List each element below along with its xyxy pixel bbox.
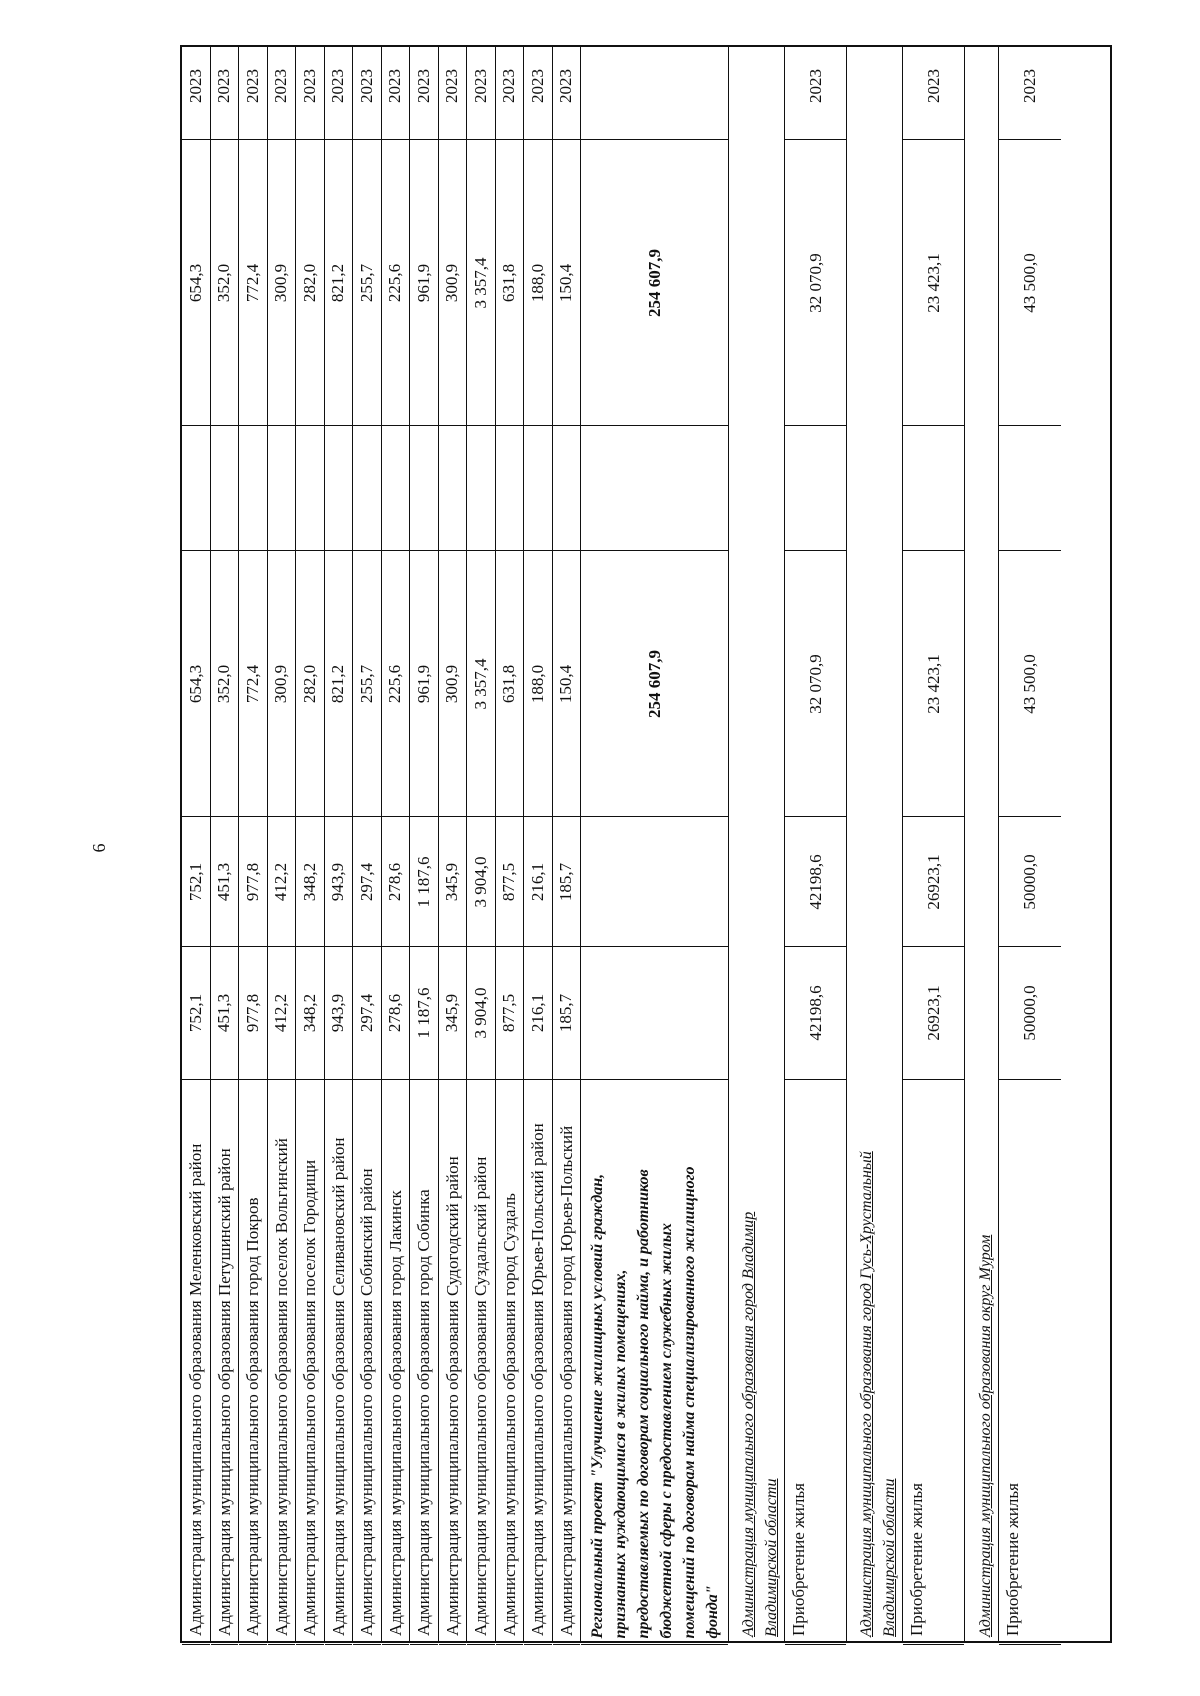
row-11-cell-v3 (496, 551, 524, 817)
row-2-cell-y2 (239, 0, 267, 32)
section-0-item-cell-v2 (785, 817, 846, 947)
section-1-item-cell-name (903, 1080, 964, 1645)
row-10-cell-v1 (467, 947, 495, 1080)
row-12-value-v1: 216,1 (527, 993, 547, 1033)
row-3-label: Администрация муниципального образования поселок Вольгинский (271, 1138, 291, 1636)
table-row (268, 47, 297, 1641)
section-0-item-value-v5: 32 070,9 (805, 252, 825, 313)
section-0-item-cell-v3 (785, 551, 846, 817)
section-1-item-value-v2: 26923,1 (923, 853, 943, 910)
row-0-cell-v5 (182, 140, 210, 426)
row-2-cell-v3 (239, 551, 267, 817)
regional-project-cell-y2 (581, 0, 728, 32)
table-row (496, 47, 525, 1641)
row-9-value-v5: 300,9 (442, 263, 462, 302)
section-item-row (903, 47, 965, 1641)
row-11-cell-v4 (496, 426, 524, 551)
section-1-item-cell-v1 (903, 947, 964, 1080)
row-10-value-v2: 3 904,0 (470, 856, 490, 907)
row-6-cell-v4 (353, 426, 381, 551)
row-2-value-v1: 977,8 (242, 993, 262, 1033)
row-6-value-v1: 297,4 (356, 993, 376, 1033)
section-1-item-value-v5: 23 423,1 (923, 252, 943, 313)
row-7-cell-v4 (382, 426, 410, 551)
section-2-item-value-v2: 50000,0 (1020, 853, 1039, 910)
row-8-cell-v1 (410, 947, 438, 1080)
row-5-value-y1: 2023 (328, 68, 348, 103)
row-0-value-v1: 752,1 (185, 993, 205, 1033)
section-0-item-cell-name (785, 1080, 846, 1645)
row-9-cell-v4 (439, 426, 467, 551)
row-9-cell-v5 (439, 140, 467, 426)
row-0-value-v2: 752,1 (185, 862, 205, 901)
row-1-cell-v2 (211, 817, 239, 947)
section-2-item-cell-v1 (999, 947, 1061, 1080)
section-1-item-value-v3: 23 423,1 (923, 653, 943, 714)
row-0-value-v5: 654,3 (185, 263, 205, 302)
row-0-cell-v3 (182, 551, 210, 817)
row-4-cell-y1 (296, 32, 324, 140)
row-9-label: Администрация муниципального образования Судогодский район (442, 1156, 462, 1636)
section-2-item-value-y1: 2023 (1020, 68, 1039, 103)
row-12-cell-name (524, 1080, 552, 1645)
section-1-item-value-v1: 26923,1 (923, 985, 943, 1041)
row-0-cell-v4 (182, 426, 210, 551)
row-13-cell-name (553, 1080, 581, 1645)
row-4-value-v2: 348,2 (299, 862, 319, 901)
section-0-item-value-y1: 2023 (805, 68, 825, 103)
row-4-cell-v5 (296, 140, 324, 426)
regional-project-title-line: фонда" (703, 1585, 721, 1639)
section-item-row (785, 47, 847, 1641)
table-row (296, 47, 325, 1641)
row-7-cell-y1 (382, 32, 410, 140)
section-2-item-cell-v2 (999, 817, 1061, 947)
section-1-item-cell-y2 (903, 0, 964, 32)
section-header-row (729, 47, 785, 1641)
row-11-value-v1: 877,5 (499, 993, 519, 1033)
row-12-value-v5: 188,0 (527, 263, 547, 302)
row-12-cell-v1 (524, 947, 552, 1080)
row-5-label: Администрация муниципального образования Селивановский район (328, 1137, 348, 1636)
row-0-cell-v1 (182, 947, 210, 1080)
section-0-item-cell-y2 (785, 0, 846, 32)
row-1-label: Администрация муниципального образования Петушинский район (214, 1148, 234, 1636)
regional-project-cell-v1 (581, 947, 728, 1080)
section-0-item-value-v3: 32 070,9 (805, 653, 825, 714)
section-1-item-cell-v5 (903, 140, 964, 426)
section-header-line: Администрация муниципального образования город Владимир (740, 1211, 757, 1637)
row-9-value-v1: 345,9 (442, 993, 462, 1033)
table-row (524, 47, 553, 1641)
row-2-value-v3: 772,4 (242, 664, 262, 703)
table-row (439, 47, 468, 1641)
row-10-cell-y2 (467, 0, 495, 32)
row-9-cell-v1 (439, 947, 467, 1080)
regional-project-title-line: признанных нуждающимися в жилых помещениях, (611, 1269, 629, 1639)
row-4-value-v3: 282,0 (299, 664, 319, 703)
row-6-cell-v1 (353, 947, 381, 1080)
row-10-cell-v3 (467, 551, 495, 817)
row-0-cell-y1 (182, 32, 210, 140)
table-row (325, 47, 354, 1641)
row-7-cell-v1 (382, 947, 410, 1080)
row-9-value-v3: 300,9 (442, 664, 462, 703)
section-2-item-cell-v5 (999, 140, 1061, 426)
section-header-cell (729, 47, 784, 1645)
section-1-item-cell-v3 (903, 551, 964, 817)
section-header-line: Администрация муниципального образования округ Муром (977, 1234, 994, 1637)
row-4-cell-v2 (296, 817, 324, 947)
row-8-value-y1: 2023 (413, 68, 433, 103)
row-12-value-v2: 216,1 (527, 862, 547, 901)
row-1-cell-v5 (211, 140, 239, 426)
row-7-cell-y2 (382, 0, 410, 32)
row-10-cell-v2 (467, 817, 495, 947)
row-12-value-v3: 188,0 (527, 664, 547, 703)
section-header-cell (965, 47, 998, 1645)
row-13-value-v1: 185,7 (556, 993, 576, 1033)
row-11-cell-v5 (496, 140, 524, 426)
regional-project-title-line: бюджетной сферы с предоставлением служебных жилых (657, 1223, 675, 1639)
row-3-cell-y2 (268, 0, 296, 32)
section-header-line: Администрация муниципального образования город Гусь-Хрустальный (858, 1151, 875, 1637)
table-row (553, 47, 582, 1641)
row-0-value-v3: 654,3 (185, 664, 205, 703)
row-8-cell-v5 (410, 140, 438, 426)
row-4-cell-y2 (296, 0, 324, 32)
data-table (180, 45, 1112, 1643)
row-1-cell-v3 (211, 551, 239, 817)
section-0-item-cell-v5 (785, 140, 846, 426)
section-2-item-value-v1: 50000,0 (1020, 985, 1039, 1041)
row-7-value-y1: 2023 (385, 68, 405, 103)
row-13-label: Администрация муниципального образования город Юрьев-Польский (556, 1125, 576, 1636)
row-8-cell-name (410, 1080, 438, 1645)
row-13-value-v3: 150,4 (556, 664, 576, 703)
row-0-label: Администрация муниципального образования Меленковский район (186, 1143, 205, 1636)
row-4-value-y1: 2023 (299, 68, 319, 103)
row-8-value-v2: 1 187,6 (413, 856, 433, 907)
table-row (410, 47, 439, 1641)
row-6-label: Администрация муниципального образования Собинский район (357, 1168, 376, 1636)
row-7-label: Администрация муниципального образования город Лакинск (385, 1190, 405, 1636)
row-1-cell-y1 (211, 32, 239, 140)
row-10-value-y1: 2023 (470, 68, 490, 103)
row-1-value-v1: 451,3 (214, 993, 234, 1033)
row-11-cell-y2 (496, 0, 524, 32)
row-12-cell-y1 (524, 32, 552, 140)
row-1-value-v3: 352,0 (214, 664, 234, 703)
section-2-item-value-v5: 43 500,0 (1020, 252, 1039, 313)
row-5-cell-y2 (325, 0, 353, 32)
row-10-value-v3: 3 357,4 (470, 658, 490, 709)
row-10-cell-name (467, 1080, 495, 1645)
section-1-item-cell-v2 (903, 817, 964, 947)
row-8-cell-v2 (410, 817, 438, 947)
row-11-value-y1: 2023 (499, 68, 519, 103)
row-8-value-v3: 961,9 (413, 664, 433, 703)
page-number: 6 (89, 843, 109, 853)
row-6-value-v2: 297,4 (356, 862, 376, 901)
regional-project-total-v3: 254 607,9 (644, 649, 664, 718)
row-3-value-v3: 300,9 (271, 664, 291, 703)
row-10-value-v1: 3 904,0 (470, 987, 490, 1039)
section-2-item-value-v3: 43 500,0 (1020, 653, 1039, 714)
row-0-value-y1: 2023 (185, 68, 205, 103)
section-header-line: Владимирской области (763, 1478, 780, 1637)
row-4-cell-name (296, 1080, 324, 1645)
regional-project-row (581, 47, 729, 1641)
row-2-value-y1: 2023 (242, 68, 262, 103)
row-6-value-v5: 255,7 (356, 263, 376, 302)
row-6-cell-y2 (353, 0, 381, 32)
row-11-cell-y1 (496, 32, 524, 140)
row-8-cell-y1 (410, 32, 438, 140)
row-7-value-v3: 225,6 (385, 664, 405, 703)
row-3-cell-v4 (268, 426, 296, 551)
row-9-cell-name (439, 1080, 467, 1645)
row-6-cell-v5 (353, 140, 381, 426)
section-2-item-cell-v3 (999, 551, 1061, 817)
row-10-label: Администрация муниципального образования Суздальский район (471, 1156, 490, 1636)
row-12-label: Администрация муниципального образования Юрьев-Польский район (528, 1123, 547, 1636)
row-4-value-v5: 282,0 (299, 263, 319, 302)
section-2-item-label: Приобретение жилья (1003, 1483, 1022, 1636)
row-0-cell-v2 (182, 817, 210, 947)
row-8-label: Администрация муниципального образования город Собинка (414, 1189, 433, 1636)
regional-project-cell-v2 (581, 817, 728, 947)
row-9-cell-v3 (439, 551, 467, 817)
row-3-cell-v3 (268, 551, 296, 817)
row-13-value-y1: 2023 (556, 68, 576, 103)
row-13-value-v5: 150,4 (556, 263, 576, 302)
table-row (211, 47, 240, 1641)
table-row (182, 47, 211, 1641)
section-0-item-cell-v1 (785, 947, 846, 1080)
row-5-value-v1: 943,9 (328, 993, 348, 1033)
row-3-value-v5: 300,9 (271, 263, 291, 302)
row-10-value-v5: 3 357,4 (470, 257, 490, 308)
section-item-row (999, 47, 1061, 1641)
section-header-row (965, 47, 999, 1641)
row-2-value-v2: 977,8 (242, 862, 262, 901)
row-0-cell-name (182, 1080, 210, 1645)
row-1-value-y1: 2023 (214, 68, 234, 103)
row-9-value-y1: 2023 (442, 68, 462, 103)
row-3-cell-name (268, 1080, 296, 1645)
row-4-cell-v4 (296, 426, 324, 551)
table-row (382, 47, 411, 1641)
row-11-cell-v2 (496, 817, 524, 947)
row-5-cell-y1 (325, 32, 353, 140)
row-5-cell-name (325, 1080, 353, 1645)
row-2-value-v5: 772,4 (242, 263, 262, 302)
section-0-item-cell-v4 (785, 426, 846, 551)
row-10-cell-v4 (467, 426, 495, 551)
row-7-value-v2: 278,6 (385, 862, 405, 901)
row-0-cell-y2 (182, 0, 210, 32)
row-11-value-v2: 877,5 (499, 862, 519, 901)
row-8-cell-v3 (410, 551, 438, 817)
regional-project-cell-y1 (581, 32, 728, 140)
row-1-value-v2: 451,3 (214, 862, 234, 901)
row-13-cell-v4 (553, 426, 581, 551)
row-2-cell-v2 (239, 817, 267, 947)
row-5-cell-v2 (325, 817, 353, 947)
row-6-cell-name (353, 1080, 381, 1645)
section-2-item-cell-name (999, 1080, 1061, 1645)
section-2-item-cell-v4 (999, 426, 1061, 551)
regional-project-cell-v5 (581, 140, 728, 426)
row-8-value-v1: 1 187,6 (413, 987, 433, 1039)
row-6-cell-y1 (353, 32, 381, 140)
row-11-cell-name (496, 1080, 524, 1645)
table-row (467, 47, 496, 1641)
row-7-value-v5: 225,6 (385, 263, 405, 302)
row-5-value-v2: 943,9 (328, 862, 348, 901)
row-9-cell-y1 (439, 32, 467, 140)
row-7-cell-v3 (382, 551, 410, 817)
row-12-cell-v2 (524, 817, 552, 947)
section-2-item-cell-y2 (999, 0, 1061, 32)
row-9-value-v2: 345,9 (442, 862, 462, 901)
section-header-title (855, 537, 901, 1637)
row-6-value-v3: 255,7 (356, 664, 376, 703)
section-header-line: Владимирской области (881, 1478, 898, 1637)
row-11-value-v3: 631,8 (499, 664, 519, 703)
table-row (353, 47, 382, 1641)
row-13-cell-v3 (553, 551, 581, 817)
regional-project-title-line: помещений по договорам найма специализированного жилищного (680, 1166, 698, 1639)
row-1-cell-name (211, 1080, 239, 1645)
row-8-cell-v4 (410, 426, 438, 551)
row-5-cell-v5 (325, 140, 353, 426)
section-1-item-value-y1: 2023 (923, 68, 943, 103)
row-3-value-v1: 412,2 (271, 993, 291, 1033)
row-1-value-v5: 352,0 (214, 263, 234, 302)
row-11-value-v5: 631,8 (499, 263, 519, 302)
row-2-cell-v1 (239, 947, 267, 1080)
regional-project-title (586, 1086, 724, 1639)
row-3-cell-v1 (268, 947, 296, 1080)
row-12-cell-v3 (524, 551, 552, 817)
row-5-value-v3: 821,2 (328, 664, 348, 703)
row-7-cell-v5 (382, 140, 410, 426)
row-3-value-v2: 412,2 (271, 862, 291, 901)
row-2-label: Администрация муниципального образования город Покров (243, 1197, 262, 1636)
section-header-title (974, 537, 997, 1637)
section-0-item-cell-y1 (785, 32, 846, 140)
row-12-value-y1: 2023 (527, 68, 547, 103)
row-12-cell-v5 (524, 140, 552, 426)
row-12-cell-y2 (524, 0, 552, 32)
row-13-cell-y1 (553, 32, 581, 140)
row-2-cell-y1 (239, 32, 267, 140)
row-13-cell-v2 (553, 817, 581, 947)
section-0-item-label: Приобретение жилья (789, 1483, 808, 1636)
row-3-value-y1: 2023 (271, 68, 291, 103)
row-1-cell-y2 (211, 0, 239, 32)
regional-project-title-line: Региональный проект "Улучшение жилищных условий граждан, (588, 1173, 606, 1639)
row-8-value-v5: 961,9 (413, 263, 433, 302)
row-9-cell-v2 (439, 817, 467, 947)
row-7-cell-name (382, 1080, 410, 1645)
section-1-item-cell-v4 (903, 426, 964, 551)
row-12-cell-v4 (524, 426, 552, 551)
row-7-value-v1: 278,6 (385, 993, 405, 1033)
row-7-cell-v2 (382, 817, 410, 947)
row-10-cell-y1 (467, 32, 495, 140)
section-header-row (847, 47, 903, 1641)
row-11-cell-v1 (496, 947, 524, 1080)
row-4-cell-v3 (296, 551, 324, 817)
section-2-item-cell-y1 (999, 32, 1061, 140)
row-4-cell-v1 (296, 947, 324, 1080)
row-3-cell-v2 (268, 817, 296, 947)
row-3-cell-y1 (268, 32, 296, 140)
row-9-cell-y2 (439, 0, 467, 32)
row-6-cell-v3 (353, 551, 381, 817)
row-1-cell-v1 (211, 947, 239, 1080)
row-5-cell-v1 (325, 947, 353, 1080)
section-header-title (737, 537, 783, 1637)
row-2-cell-v5 (239, 140, 267, 426)
section-header-cell (847, 47, 902, 1645)
row-6-cell-v2 (353, 817, 381, 947)
row-10-cell-v5 (467, 140, 495, 426)
row-5-value-v5: 821,2 (328, 263, 348, 302)
row-11-label: Администрация муниципального образования город Суздаль (499, 1193, 519, 1636)
regional-project-title-line: предоставляемых по договорам социального найма, и работников (634, 1169, 652, 1639)
regional-project-cell-v3 (581, 551, 728, 817)
row-4-label: Администрация муниципального образования поселок Городищи (300, 1159, 319, 1636)
row-3-cell-v5 (268, 140, 296, 426)
regional-project-total-v5: 254 607,9 (644, 248, 664, 317)
row-6-value-y1: 2023 (356, 68, 376, 103)
row-4-value-v1: 348,2 (299, 993, 319, 1033)
row-13-value-v2: 185,7 (556, 862, 576, 901)
row-2-cell-name (239, 1080, 267, 1645)
section-1-item-cell-y1 (903, 32, 964, 140)
section-0-item-value-v2: 42198,6 (805, 853, 825, 910)
row-5-cell-v4 (325, 426, 353, 551)
row-5-cell-v3 (325, 551, 353, 817)
row-1-cell-v4 (211, 426, 239, 551)
table-row (239, 47, 268, 1641)
section-0-item-value-v1: 42198,6 (805, 985, 825, 1041)
row-2-cell-v4 (239, 426, 267, 551)
regional-project-cell-v4 (581, 426, 728, 551)
row-13-cell-v5 (553, 140, 581, 426)
row-13-cell-y2 (553, 0, 581, 32)
row-8-cell-y2 (410, 0, 438, 32)
section-1-item-label: Приобретение жилья (907, 1483, 926, 1636)
row-13-cell-v1 (553, 947, 581, 1080)
regional-project-name-cell (581, 1080, 728, 1645)
